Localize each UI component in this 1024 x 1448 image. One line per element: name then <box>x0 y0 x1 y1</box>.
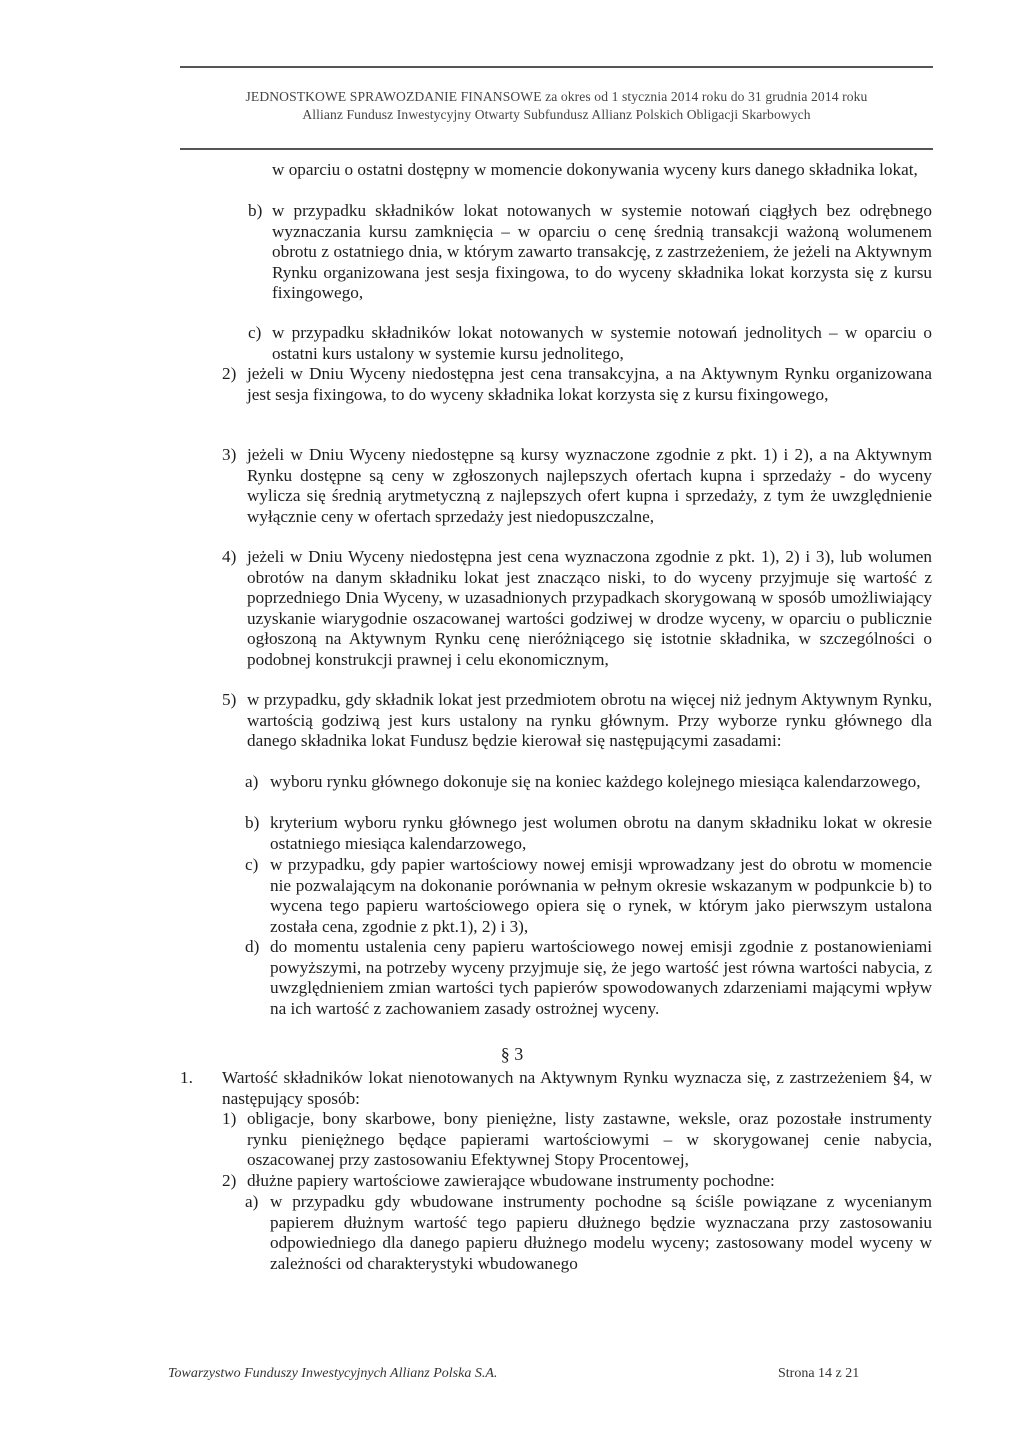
item-label-2: 2) <box>222 364 237 383</box>
item-label-5b: b) <box>245 813 260 832</box>
header-rule-bottom <box>180 148 933 150</box>
item-text-5d: do momentu ustalenia ceny papieru wartościowego nowej emisji zgodnie z postanowieniami powyższymi, na potrzeby wyceny przyjmuje się, że jego wartość jest równa wartości nabycia, z uwzględnieniem zmian wartości tych papierów spowodowanych zdarzeniami mającymi wpływ na ich wartość z zachowaniem zasady ostrożnej wyceny. <box>270 937 932 1018</box>
item-label-c: c) <box>248 323 262 342</box>
item-label-5a: a) <box>245 772 259 791</box>
item-label-s3-1-1: 1) <box>222 1109 237 1128</box>
footer-company: Towarzystwo Funduszy Inwestycyjnych Allianz Polska S.A. <box>168 1366 498 1381</box>
item-label-5d: d) <box>245 937 260 956</box>
header-title: JEDNOSTKOWE SPRAWOZDANIE FINANSOWE za okres od 1 stycznia 2014 roku do 31 grudnia 2014 roku <box>245 89 868 104</box>
item-text-s3-1-2a: w przypadku gdy wbudowane instrumenty pochodne są ściśle powiązane z wycenianym papierem dłużnym wartość tego papieru dłużnego będzie wyznaczana przy zastosowaniu odpowiedniego dla danego papieru dłużnego modelu wyceny; zastosowany model wyceny w zależności od charakterystyki wbudowanego <box>270 1192 932 1273</box>
footer-page-number: Strona 14 z 21 <box>778 1366 860 1381</box>
item-text-2: jeżeli w Dniu Wyceny niedostępna jest cena transakcyjna, a na Aktywnym Rynku organizowana jest sesja fixingowa, to do wyceny składnika lokat korzysta się z kursu fixingowego, <box>247 364 932 404</box>
item-text-5b: kryterium wyboru rynku głównego jest wolumen obrotu na danym składniku lokat w okresie ostatniego miesiąca kalendarzowego, <box>270 813 932 853</box>
item-label-s3-1-2: 2) <box>222 1171 237 1190</box>
item-label-3: 3) <box>222 445 237 464</box>
paragraph-continuation: w oparciu o ostatni dostępny w momencie dokonywania wyceny kurs danego składnika lokat, <box>272 160 918 179</box>
item-text-b: w przypadku składników lokat notowanych w systemie notowań ciągłych bez odrębnego wyznaczania kursu zamknięcia – w oparciu o cenę średnią transakcji ważoną wolumenem obrotu z ostatniego dnia, w którym zawarto transakcję, z zastrzeżeniem, że jeżeli na Aktywnym Rynku organizowana jest sesja fixingowa, to do wyceny składnika lokat korzysta się z kursu fixingowego, <box>272 201 932 302</box>
header-subtitle: Allianz Fundusz Inwestycyjny Otwarty Subfundusz Allianz Polskich Obligacji Skarbowych <box>302 107 811 122</box>
item-label-5c: c) <box>245 855 259 874</box>
item-text-3: jeżeli w Dniu Wyceny niedostępne są kursy wyznaczone zgodnie z pkt. 1) i 2), a na Aktywnym Rynku dostępne są ceny w zgłoszonych najlepszych ofertach kupna i sprzedaży - do wyceny wylicza się średnią arytmetyczną z najlepszych ofert kupna i sprzedaży, z tym że uwzględnienie wyłącznie ceny w ofertach sprzedaży jest niedopuszczalne, <box>247 445 932 526</box>
item-label-s3-1-2a: a) <box>245 1192 259 1211</box>
item-text-c: w przypadku składników lokat notowanych w systemie notowań jednolitych – w oparciu o ostatni kurs ustalony w systemie kursu jednolitego, <box>272 323 932 363</box>
item-text-5: w przypadku, gdy składnik lokat jest przedmiotem obrotu na więcej niż jednym Aktywnym Rynku, wartością godziwą jest kurs ustalony na rynku głównym. Przy wyborze rynku głównego dla danego składnika lokat Fundusz będzie kierował się następującymi zasadami: <box>247 690 932 750</box>
item-label-4: 4) <box>222 547 237 566</box>
item-text-4: jeżeli w Dniu Wyceny niedostępna jest cena wyznaczona zgodnie z pkt. 1), 2) i 3), lub wolumen obrotów na danym składniku lokat jest znacząco niski, to do wyceny przyjmuje się wartość z poprzedniego Dnia Wyceny, w uzasadnionych przypadkach skorygowaną w sposób umożliwiający uzyskanie wiarygodnie oszacowanej wartości godziwej w drodze wyceny, w oparciu o publicznie ogłoszoną na Aktywnym Rynku cenę nieróżniącego się istotnie składnika, w szczególności o podobnej konstrukcji prawnej i celu ekonomicznym, <box>247 547 932 669</box>
item-text-s3-1-1: obligacje, bony skarbowe, bony pieniężne, listy zastawne, weksle, oraz pozostałe instrumenty rynku pieniężnego będące papierami wartościowymi – w skorygowanej cenie nabycia, oszacowanej przy zastosowaniu Efektywnej Stopy Procentowej, <box>247 1109 932 1169</box>
section-heading: § 3 <box>500 1044 524 1064</box>
item-text-s3-1-2: dłużne papiery wartościowe zawierające wbudowane instrumenty pochodne: <box>247 1171 775 1190</box>
item-text-5c: w przypadku, gdy papier wartościowy nowej emisji wprowadzany jest do obrotu w momencie nie pozwalającym na dokonanie porównania w pełnym okresie wskazanym w podpunkcie b) to wycena tego papieru wartościowego opiera się o rynek, w którym jako pierwszym ustalona została cena, zgodnie z pkt.1), 2) i 3), <box>270 855 932 936</box>
header-rule-top <box>180 66 933 68</box>
item-label-5: 5) <box>222 690 237 709</box>
item-text-s3-1: Wartość składników lokat nienotowanych na Aktywnym Rynku wyznacza się, z zastrzeżeniem §4, w następujący sposób: <box>222 1068 932 1108</box>
item-label-b: b) <box>248 201 263 220</box>
item-text-5a: wyboru rynku głównego dokonuje się na koniec każdego kolejnego miesiąca kalendarzowego, <box>270 772 921 791</box>
page-header <box>170 88 943 124</box>
item-label-s3-1: 1. <box>180 1068 193 1087</box>
